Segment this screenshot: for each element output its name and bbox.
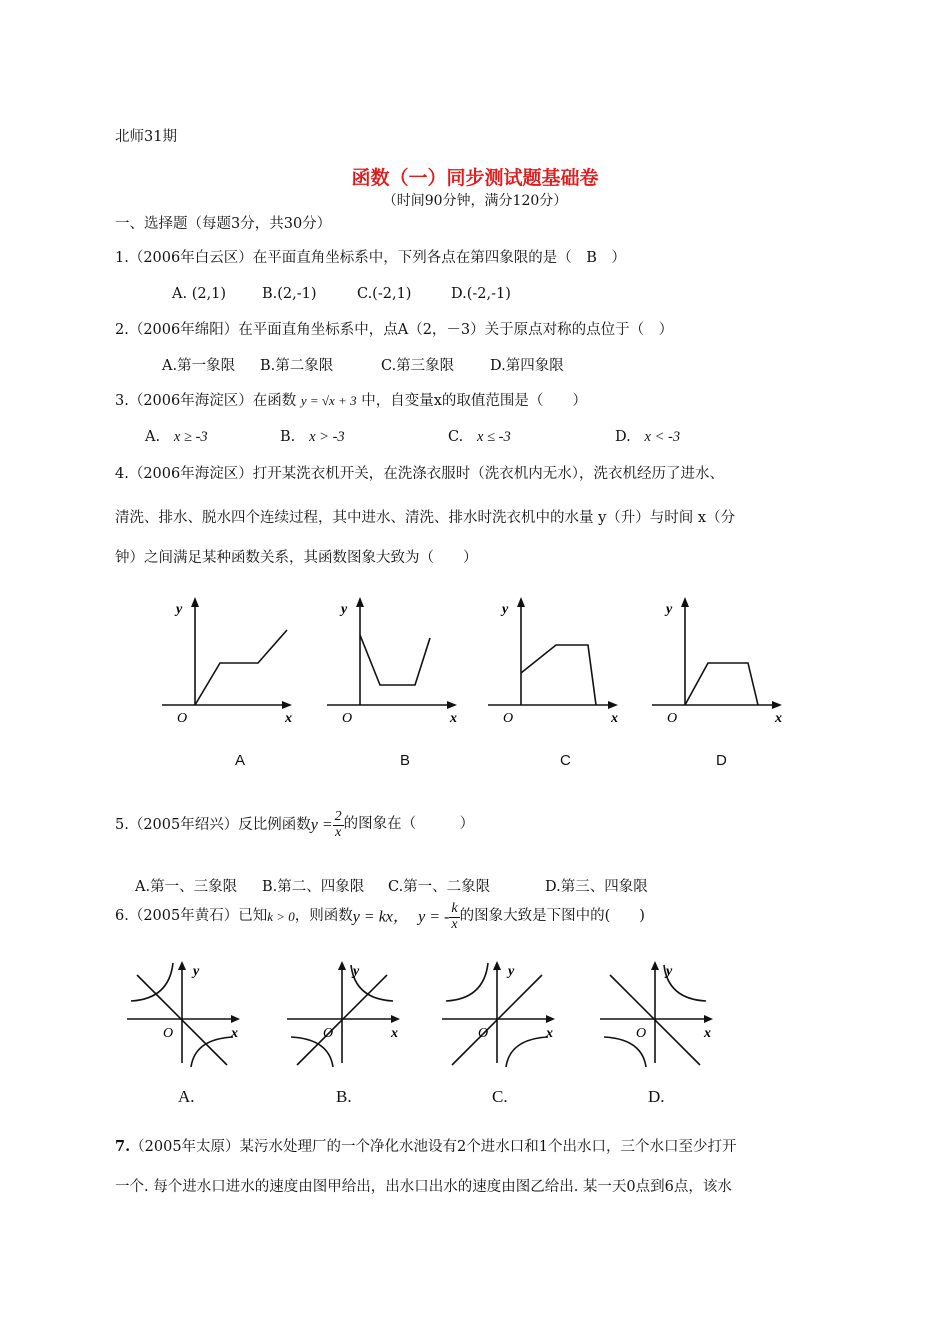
q4a-x-label: x xyxy=(285,711,292,726)
q6c-origin-label: O xyxy=(478,1026,489,1041)
q2-option-b: B.第二象限 xyxy=(260,358,334,374)
q6-mid: ，则函数 xyxy=(294,908,353,925)
q5-option-b: B.第二、四象限 xyxy=(262,879,365,895)
q4-graph-b xyxy=(325,595,465,730)
q3-option-b: B. x > -3 xyxy=(280,429,345,445)
page-title: 函数（一）同步测试题基础卷 xyxy=(351,167,599,189)
q6-numerator: k xyxy=(451,901,458,916)
q6-label-d: D. xyxy=(648,1087,665,1106)
section-heading: 一、选择题（每题3分，共30分） xyxy=(115,216,332,232)
q5-option-a: A.第一、三象限 xyxy=(135,879,238,895)
question-1: 1.（2006年白云区）在平面直角坐标系中，下列各点在第四象限的是（ B ） xyxy=(115,250,626,266)
question-3 xyxy=(115,394,587,409)
q6b-y-label: y xyxy=(353,964,360,979)
q4b-x-label: x xyxy=(450,711,457,726)
q6b-origin-label: O xyxy=(323,1026,334,1041)
q2-option-a: A.第一象限 xyxy=(162,358,236,374)
q5-prefix: 5.（2005年绍兴）反比例函数 xyxy=(115,817,311,834)
q6d-origin-label: O xyxy=(636,1026,647,1041)
q5-numerator: 2 xyxy=(334,809,342,824)
q6-graph-c xyxy=(440,955,570,1075)
q2-option-c: C.第三象限 xyxy=(381,358,455,374)
q6b-x-label: x xyxy=(391,1026,398,1041)
question-4-line-2: 清洗、排水、脱水四个连续过程，其中进水、清洗、排水时洗衣机中的水量 y（升）与时间 x（分 xyxy=(115,510,736,526)
q3-suffix: 中，自变量x的取值范围是（ ） xyxy=(361,393,587,409)
q6-f2: y = - xyxy=(418,908,450,926)
q6-condition: k > 0 xyxy=(267,909,295,925)
q3-formula: y = √x + 3 xyxy=(300,393,357,408)
q6-prefix: 6.（2005年黄石）已知 xyxy=(115,908,268,925)
q6-f1: y = kx， xyxy=(352,908,409,926)
q6-graph-d xyxy=(598,955,728,1075)
q6-suffix: 的图象大致是下图中的( ) xyxy=(459,908,645,925)
q4-label-d: D xyxy=(716,752,727,769)
q6d-x-label: x xyxy=(704,1026,711,1041)
question-2: 2.（2006年绵阳）在平面直角坐标系中，点A（2，－3）关于原点对称的点位于（ ） xyxy=(115,322,674,338)
question-5 xyxy=(115,810,474,840)
q1-option-b: B.(2,-1) xyxy=(262,286,317,302)
q6-label-c: C. xyxy=(492,1087,508,1106)
question-6 xyxy=(115,902,645,932)
q6-denominator: x xyxy=(451,916,458,932)
q3-option-a: A. x ≥ -3 xyxy=(145,429,208,445)
q4-label-b: B xyxy=(400,752,411,769)
q3-prefix: 3.（2006年海淀区）在函数 xyxy=(115,393,297,409)
q7-line-1-text: （2005年太原）某污水处理厂的一个净化水池设有2个进水口和1个出水口，三个水口至少打开 xyxy=(130,1139,737,1155)
q4-graph-d xyxy=(650,595,790,730)
q6a-y-label: y xyxy=(193,964,200,979)
q4-graph-a xyxy=(160,595,300,730)
q4a-y-label: y xyxy=(176,602,183,617)
q4b-origin-label: O xyxy=(342,711,353,726)
q4a-origin-label: O xyxy=(177,711,188,726)
q5-option-c: C.第一、二象限 xyxy=(388,879,491,895)
q4c-x-label: x xyxy=(611,711,618,726)
q6c-y-label: y xyxy=(508,964,515,979)
question-7-line-2: 一个. 每个进水口进水的速度由图甲给出，出水口出水的速度由图乙给出. 某一天0点到6点，该水 xyxy=(115,1179,732,1195)
q2-option-d: D.第四象限 xyxy=(490,358,564,374)
q3-option-c: C. x ≤ -3 xyxy=(448,429,511,445)
q5-denominator: x xyxy=(335,824,342,840)
issue-label: 北师31期 xyxy=(115,129,177,145)
q4c-origin-label: O xyxy=(503,711,514,726)
q4-graph-c xyxy=(486,595,626,730)
question-7-line-1 xyxy=(115,1140,737,1155)
q6-fraction xyxy=(449,902,459,932)
q4-label-a: A xyxy=(235,752,246,769)
q6-graph-a xyxy=(125,955,255,1075)
q3-option-d: D. x < -3 xyxy=(615,429,681,445)
q1-option-a: A. (2,1) xyxy=(172,286,227,302)
q5-fraction xyxy=(333,810,344,840)
q5-option-d: D.第三、四象限 xyxy=(545,879,648,895)
q7-number: 7. xyxy=(115,1138,131,1155)
q5-y: y = xyxy=(310,816,333,834)
q6a-origin-label: O xyxy=(163,1026,174,1041)
page-subtitle: （时间90分钟，满分120分） xyxy=(382,193,568,209)
q6-label-b: B. xyxy=(336,1087,352,1106)
q6c-x-label: x xyxy=(546,1026,553,1041)
question-4-line-3: 钟）之间满足某种函数关系，其函数图象大致为（ ） xyxy=(115,550,478,566)
q4d-origin-label: O xyxy=(667,711,678,726)
q4c-y-label: y xyxy=(502,602,509,617)
q6-graph-b xyxy=(285,955,415,1075)
q1-option-c: C.(-2,1) xyxy=(357,286,412,302)
q1-option-d: D.(-2,-1) xyxy=(451,286,511,302)
q6a-x-label: x xyxy=(231,1026,238,1041)
question-4-line-1: 4.（2006年海淀区）打开某洗衣机开关，在洗涤衣服时（洗衣机内无水），洗衣机经历了进水、 xyxy=(115,466,724,482)
q4-label-c: C xyxy=(560,752,571,769)
q6d-y-label: y xyxy=(666,964,673,979)
q4d-y-label: y xyxy=(666,602,673,617)
q4d-x-label: x xyxy=(775,711,782,726)
q6-label-a: A. xyxy=(178,1087,195,1106)
q4b-y-label: y xyxy=(341,602,348,617)
q5-suffix: 的图象在（ ） xyxy=(343,816,475,833)
